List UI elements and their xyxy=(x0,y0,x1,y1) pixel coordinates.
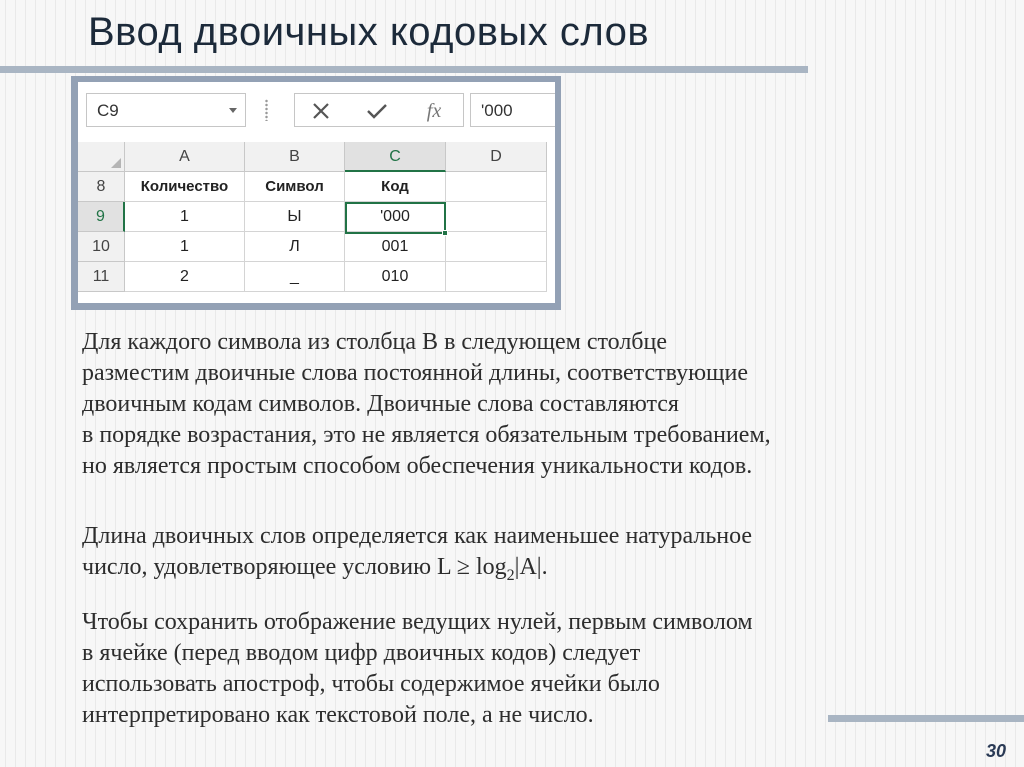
column-header-b[interactable]: B xyxy=(245,142,345,172)
column-header-d[interactable]: D xyxy=(446,142,547,172)
cell-d8[interactable] xyxy=(446,172,547,202)
formula-bar[interactable]: '000 xyxy=(470,93,555,127)
enter-check-icon[interactable] xyxy=(363,98,391,124)
cell-a9[interactable]: 1 xyxy=(125,202,245,232)
log-base-subscript: 2 xyxy=(506,566,515,584)
cell-c10[interactable]: 001 xyxy=(345,232,446,262)
text-line: использовать апостроф, чтобы содержимое ячейки было xyxy=(82,671,660,697)
paragraph-word-length xyxy=(82,521,992,591)
grip-dots-icon xyxy=(265,99,268,121)
name-box[interactable] xyxy=(86,93,246,127)
active-cell-outline xyxy=(345,202,446,234)
cell-a8[interactable]: Количество xyxy=(125,172,245,202)
text-line: но является простым способом обеспечения уникальности кодов. xyxy=(82,453,753,479)
cell-a11[interactable]: 2 xyxy=(125,262,245,292)
chevron-down-icon[interactable] xyxy=(229,108,237,113)
text-line: Для каждого символа из столбца B в следующем столбце xyxy=(82,329,668,355)
cell-c8[interactable]: Код xyxy=(345,172,446,202)
formula-suffix: |A|. xyxy=(514,554,548,580)
select-all-triangle-icon xyxy=(111,158,121,168)
fill-handle[interactable] xyxy=(442,230,448,236)
cell-c9[interactable]: '000 xyxy=(345,202,446,232)
name-box-value: C9 xyxy=(97,101,119,120)
column-header-a[interactable]: A xyxy=(125,142,245,172)
footer-bar xyxy=(828,715,1024,722)
formula-prefix: число, удовлетворяющее условию L ≥ log xyxy=(82,554,507,580)
insert-function-icon[interactable]: fx xyxy=(426,100,442,122)
cell-b8[interactable]: Символ xyxy=(245,172,345,202)
cell-b9[interactable]: Ы xyxy=(245,202,345,232)
slide-title: Ввод двоичных кодовых слов xyxy=(88,10,650,54)
formula-controls xyxy=(294,93,464,127)
row-header-10[interactable]: 10 xyxy=(78,232,125,262)
paragraph-apostrophe xyxy=(82,607,992,731)
text-line: интерпретировано как текстовой поле, а не число. xyxy=(82,702,594,728)
spreadsheet-screenshot xyxy=(78,82,555,303)
cell-c11[interactable]: 010 xyxy=(345,262,446,292)
row-header-9[interactable]: 9 xyxy=(78,202,125,232)
cell-d10[interactable] xyxy=(446,232,547,262)
row-header-8[interactable]: 8 xyxy=(78,172,125,202)
cell-b11[interactable]: _ xyxy=(245,262,345,292)
formula-line xyxy=(82,552,992,591)
select-all-corner[interactable] xyxy=(78,142,125,172)
cancel-icon[interactable] xyxy=(307,98,335,124)
text-line: в порядке возрастания, это не является обязательным требованием, xyxy=(82,422,771,448)
cell-d9[interactable] xyxy=(446,202,547,232)
text-line: разместим двоичные слова постоянной длины, соответствующие xyxy=(82,360,748,386)
page-number: 30 xyxy=(986,741,1007,761)
text-line: в ячейке (перед вводом цифр двоичных кодов) следует xyxy=(82,640,641,666)
title-underline-bar xyxy=(0,66,808,73)
text-line: Чтобы сохранить отображение ведущих нулей, первым символом xyxy=(82,609,753,635)
cell-d11[interactable] xyxy=(446,262,547,292)
cell-b10[interactable]: Л xyxy=(245,232,345,262)
row-header-11[interactable]: 11 xyxy=(78,262,125,292)
text-line: двоичным кодам символов. Двоичные слова составляются xyxy=(82,391,679,417)
text-line: Длина двоичных слов определяется как наименьшее натуральное xyxy=(82,523,753,549)
column-header-c[interactable]: C xyxy=(345,142,446,172)
cell-a10[interactable]: 1 xyxy=(125,232,245,262)
paragraph-column-codes xyxy=(82,327,992,482)
